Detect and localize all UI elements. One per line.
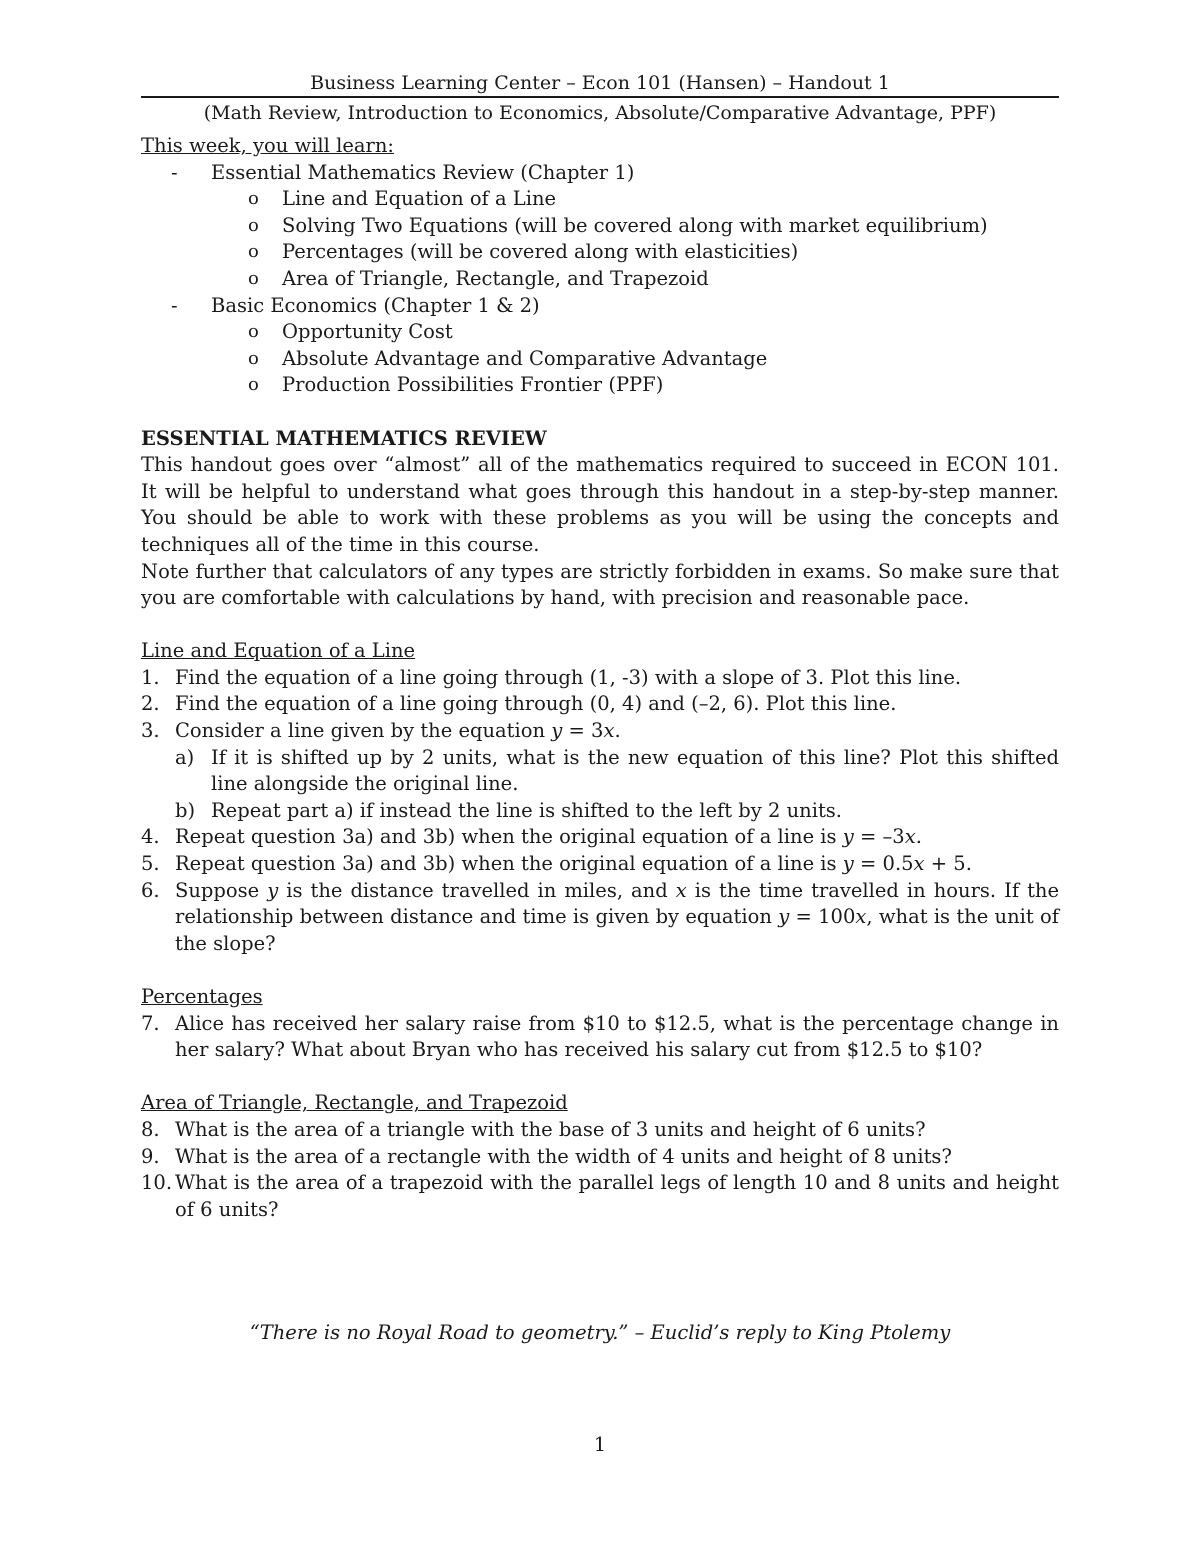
page-content <box>141 70 1059 1223</box>
question-4 <box>141 824 1059 851</box>
variable-y: y <box>842 825 854 849</box>
intro-item <box>141 266 1059 293</box>
variable-x: x <box>904 825 916 849</box>
question-number: 5. <box>141 852 160 876</box>
variable-y: y <box>778 905 790 929</box>
circle-bullet-icon: o <box>248 374 259 396</box>
question-number: a) <box>175 745 195 769</box>
question-3b <box>141 798 1059 825</box>
header-title: Business Learning Center – Econ 101 (Hansen) – Handout 1 <box>310 72 890 94</box>
text-segment: is the time travelled in hours. If the relationship between distance and time is given by equation <box>175 878 1059 929</box>
question-text: Repeat part a) if instead the line is shifted to the left by 2 units. <box>211 798 842 822</box>
question-number: 1. <box>141 665 160 689</box>
text-segment: = 0.5 <box>853 852 914 876</box>
question-text: What is the area of a triangle with the base of 3 units and height of 6 units? <box>175 1117 926 1141</box>
line-section-heading: Line and Equation of a Line <box>141 639 416 663</box>
intro-group-math <box>141 160 1059 187</box>
circle-bullet-icon: o <box>248 214 259 236</box>
question-text <box>175 719 621 742</box>
intro-item-label: Opportunity Cost <box>282 320 453 344</box>
page-number: 1 <box>593 1433 607 1456</box>
intro-item <box>141 213 1059 240</box>
text-segment: . <box>915 825 922 849</box>
text-segment: . <box>614 719 621 743</box>
closing-quote: “There is no Royal Road to geometry.” – Euclid’s reply to King Ptolemy <box>249 1321 951 1344</box>
question-number: b) <box>175 798 196 822</box>
intro-group-label: Essential Mathematics Review (Chapter 1) <box>211 160 635 184</box>
spacer <box>141 399 1059 426</box>
question-2 <box>141 691 1059 718</box>
intro-group-label: Basic Economics (Chapter 1 & 2) <box>211 293 540 317</box>
question-text <box>175 825 922 848</box>
question-3 <box>141 718 1059 745</box>
text-segment: is the distance travelled in miles, and <box>278 878 676 902</box>
text-segment: = 3 <box>562 719 604 743</box>
intro-item-label: Production Possibilities Frontier (PPF) <box>282 373 664 397</box>
circle-bullet-icon: o <box>248 347 259 369</box>
question-number: 9. <box>141 1144 160 1168</box>
variable-x: x <box>603 719 615 743</box>
question-text: If it is shifted up by 2 units, what is the new equation of this line? Plot this shifted line alongside the original line. <box>211 745 1059 796</box>
circle-bullet-icon: o <box>248 188 259 210</box>
text-segment: + 5. <box>924 852 972 876</box>
text-segment: Consider a line given by the equation <box>175 719 552 743</box>
variable-x: x <box>855 905 867 929</box>
intro-item-label: Area of Triangle, Rectangle, and Trapezoid <box>282 266 709 290</box>
question-5 <box>141 851 1059 878</box>
question-8 <box>141 1117 1059 1144</box>
question-number: 4. <box>141 825 160 849</box>
question-text <box>175 852 972 875</box>
question-number: 3. <box>141 719 160 743</box>
variable-x: x <box>913 852 925 876</box>
intro-item-label: Absolute Advantage and Comparative Advantage <box>282 346 768 370</box>
text-segment: Repeat question 3a) and 3b) when the original equation of a line is <box>175 825 843 849</box>
header-subtitle: (Math Review, Introduction to Economics, Absolute/Comparative Advantage, PPF) <box>203 102 997 124</box>
question-text: Alice has received her salary raise from $10 to $12.5, what is the percentage change in her salary? What about Bryan who has received his salary cut from $12.5 to $10? <box>175 1011 1059 1062</box>
question-7 <box>141 1011 1059 1064</box>
intro-item-label: Line and Equation of a Line <box>282 187 557 211</box>
text-segment: Suppose <box>175 878 268 902</box>
question-number: 2. <box>141 692 160 716</box>
variable-y: y <box>842 852 854 876</box>
header-rule <box>141 96 1059 98</box>
intro-item <box>141 319 1059 346</box>
question-text: Find the equation of a line going through (1, -3) with a slope of 3. Plot this line. <box>175 665 962 689</box>
question-3a <box>141 745 1059 798</box>
dash-bullet: - <box>171 293 178 317</box>
question-number: 8. <box>141 1117 160 1141</box>
review-paragraph: This handout goes over “almost” all of the mathematics required to succeed in ECON 101. It will be helpful to understand what goes through this handout in a step-by-step manner. You should be able to work with these problems as you will be using the concepts and techniques all of the time in this course. <box>141 453 1059 556</box>
question-9 <box>141 1144 1059 1171</box>
intro-item <box>141 372 1059 399</box>
spacer <box>141 612 1059 639</box>
area-section-heading: Area of Triangle, Rectangle, and Trapezoid <box>141 1091 568 1115</box>
dash-bullet: - <box>171 160 178 184</box>
question-text: What is the area of a trapezoid with the parallel legs of length 10 and 8 units and height of 6 units? <box>175 1171 1059 1221</box>
question-text: What is the area of a rectangle with the width of 4 units and height of 8 units? <box>175 1144 952 1168</box>
spacer <box>141 957 1059 984</box>
variable-y: y <box>551 719 563 743</box>
text-segment: , what is the unit of the slope? <box>175 905 1059 955</box>
intro-heading: This week, you will learn: <box>141 134 394 157</box>
spacer <box>141 1064 1059 1091</box>
question-number: 10. <box>141 1171 173 1195</box>
text-segment: = 100 <box>789 905 856 929</box>
intro-item-label: Solving Two Equations (will be covered along with market equilibrium) <box>282 213 988 237</box>
question-text <box>175 879 1059 955</box>
intro-item <box>141 346 1059 373</box>
intro-item-label: Percentages (will be covered along with elasticities) <box>282 240 799 264</box>
circle-bullet-icon: o <box>248 321 259 343</box>
text-segment: = –3 <box>853 825 905 849</box>
question-text: Find the equation of a line going through (0, 4) and (–2, 6). Plot this line. <box>175 692 897 716</box>
question-1 <box>141 665 1059 692</box>
variable-x: x <box>675 878 687 902</box>
intro-item <box>141 186 1059 213</box>
question-number: 6. <box>141 878 160 902</box>
review-heading: ESSENTIAL MATHEMATICS REVIEW <box>141 426 547 450</box>
circle-bullet-icon: o <box>248 241 259 263</box>
review-note: Note further that calculators of any types are strictly forbidden in exams. So make sure that you are comfortable with calculations by hand, with precision and reasonable pace. <box>141 559 1059 610</box>
text-segment: Repeat question 3a) and 3b) when the original equation of a line is <box>175 852 843 876</box>
variable-y: y <box>267 878 279 902</box>
question-6 <box>141 878 1059 958</box>
question-10 <box>141 1170 1059 1223</box>
question-number: 7. <box>141 1011 160 1035</box>
percent-section-heading: Percentages <box>141 985 263 1008</box>
circle-bullet-icon: o <box>248 267 259 289</box>
intro-group-econ <box>141 293 1059 320</box>
intro-item <box>141 239 1059 266</box>
